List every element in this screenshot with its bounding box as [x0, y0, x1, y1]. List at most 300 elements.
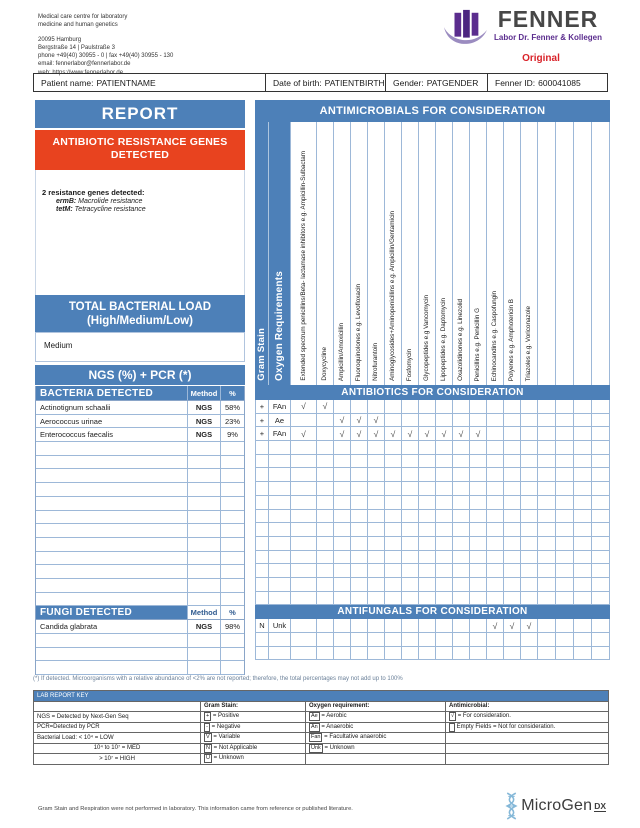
grid-cell	[290, 592, 316, 606]
oxygen-value	[268, 441, 290, 455]
grid-cell	[435, 551, 452, 565]
lab-contact-line: phone +49(40) 30955 - 0 | fax +49(40) 30955 - 130	[38, 53, 174, 60]
grid-cell	[520, 523, 537, 537]
antibiotic-column-header	[384, 122, 401, 385]
grid-cell	[503, 633, 520, 647]
check-mark: √	[401, 427, 418, 441]
grid-cell	[290, 414, 316, 428]
antibiotic-column-header	[290, 122, 316, 385]
oxygen-value: FAn	[268, 427, 290, 441]
microgendx-logo-text: MicroGen	[521, 797, 593, 814]
empty-row	[36, 469, 244, 483]
grid-cell	[591, 427, 609, 441]
grid-cell	[452, 647, 469, 661]
gram-stain-value	[255, 551, 268, 565]
fenner-id-value: 600041085	[538, 77, 581, 88]
organism-name	[36, 579, 188, 592]
grid-cell	[503, 564, 520, 578]
detection-method	[188, 483, 221, 496]
grid-cell	[486, 523, 503, 537]
grid-cell	[520, 592, 537, 606]
grid-cell	[591, 400, 609, 414]
grid-cell	[350, 592, 367, 606]
antifungals-consideration-bar: ANTIFUNGALS FOR CONSIDERATION	[255, 605, 610, 619]
grid-cell	[316, 414, 333, 428]
empty-column-header	[537, 122, 555, 385]
grid-cell	[418, 647, 435, 661]
key-row	[34, 722, 609, 733]
check-mark: √	[452, 427, 469, 441]
grid-cell	[435, 414, 452, 428]
grid-cell	[316, 468, 333, 482]
empty-row	[36, 648, 244, 662]
grid-cell	[333, 592, 350, 606]
gram-stain-value	[255, 468, 268, 482]
grid-cell	[573, 510, 591, 524]
organism-name	[36, 648, 188, 661]
organism-name	[36, 469, 188, 482]
organism-name: Candida glabrata	[36, 620, 188, 633]
grid-cell	[418, 400, 435, 414]
detection-method	[188, 497, 221, 510]
grid-cell	[591, 537, 609, 551]
key-symbol-box: U	[206, 755, 210, 762]
oxygen-value	[268, 578, 290, 592]
grid-cell	[555, 592, 573, 606]
key-header-blank	[34, 701, 201, 712]
grid-cell	[367, 523, 384, 537]
grid-cell	[290, 482, 316, 496]
grid-cell	[316, 496, 333, 510]
check-mark: √	[333, 427, 350, 441]
grid-cell	[333, 441, 350, 455]
percent-column-header: %	[229, 388, 236, 398]
antibiotic-column-header	[486, 122, 503, 385]
abundance-percent	[221, 661, 244, 674]
key-header-oxygen: Oxygen requirement:	[306, 701, 446, 712]
resistance-genes-header: ANTIBIOTIC RESISTANCE GENES DETECTED	[35, 130, 245, 170]
organism-row	[36, 620, 244, 634]
antibiotic-column-label: Lipopeptides e.g. Daptomycin	[440, 298, 448, 381]
grid-cell	[591, 441, 609, 455]
detection-method	[188, 552, 221, 565]
grid-cell	[316, 523, 333, 537]
grid-cell	[333, 564, 350, 578]
antibiotic-column-header	[503, 122, 520, 385]
empty-row	[36, 483, 244, 497]
grid-cell	[350, 564, 367, 578]
patient-name-value: PATIENTNAME	[96, 77, 156, 88]
organism-name	[36, 565, 188, 578]
organism-name	[36, 483, 188, 496]
grid-cell	[316, 592, 333, 606]
grid-cell	[452, 482, 469, 496]
grid-cell	[555, 510, 573, 524]
grid-cell	[469, 468, 486, 482]
grid-cell	[401, 578, 418, 592]
grid-cell	[573, 482, 591, 496]
detection-method	[188, 524, 221, 537]
antibiotic-column-header	[520, 122, 537, 385]
grid-cell	[573, 564, 591, 578]
grid-cell	[555, 414, 573, 428]
grid-cell	[316, 633, 333, 647]
gram-stain-value	[255, 441, 268, 455]
grid-cell	[503, 647, 520, 661]
grid-cell	[469, 564, 486, 578]
detection-method	[188, 511, 221, 524]
grid-cell	[401, 441, 418, 455]
antibiotic-column-header	[333, 122, 350, 385]
empty-row	[36, 511, 244, 525]
grid-cell	[316, 455, 333, 469]
antibiotic-column-header	[367, 122, 384, 385]
oxygen-value: Unk	[268, 619, 290, 633]
check-mark: √	[469, 427, 486, 441]
fenner-id-cell	[488, 74, 607, 91]
grid-cell	[401, 592, 418, 606]
detection-method: NGS	[188, 401, 221, 414]
grid-cell	[418, 619, 435, 633]
grid-cell	[503, 510, 520, 524]
empty-column-header	[591, 122, 609, 385]
grid-cell	[333, 510, 350, 524]
organism-name	[36, 538, 188, 551]
grid-cell	[503, 468, 520, 482]
gram-stain-value: +	[255, 427, 268, 441]
key-cell: > 10⁷ = HIGH	[34, 754, 201, 765]
grid-cell	[367, 400, 384, 414]
grid-cell	[537, 551, 555, 565]
antibiotic-column-label: Echinocandins e.g. Caspofungin	[491, 290, 499, 381]
grid-cell	[418, 482, 435, 496]
grid-cell	[555, 455, 573, 469]
grid-cell	[418, 551, 435, 565]
grid-cell	[591, 510, 609, 524]
gram-stain-value	[255, 633, 268, 647]
grid-cell	[503, 551, 520, 565]
oxygen-value: FAn	[268, 400, 290, 414]
grid-cell	[452, 592, 469, 606]
grid-cell	[435, 633, 452, 647]
empty-column-header	[555, 122, 573, 385]
grid-cell	[591, 647, 609, 661]
grid-cell	[418, 633, 435, 647]
grid-cell	[591, 523, 609, 537]
grid-cell	[503, 441, 520, 455]
oxygen-value	[268, 592, 290, 606]
empty-row	[36, 634, 244, 648]
grid-cell	[435, 647, 452, 661]
grid-cell	[469, 400, 486, 414]
grid-cell	[520, 482, 537, 496]
grid-cell	[418, 455, 435, 469]
grid-cell	[486, 578, 503, 592]
lab-report-key-headers	[34, 701, 609, 712]
detection-method	[188, 634, 221, 647]
grid-cell	[503, 496, 520, 510]
key-cell: Fan = Facultative anaerobic	[306, 733, 446, 744]
key-cell	[306, 754, 446, 765]
key-symbol-box: N	[206, 744, 210, 751]
gram-stain-value	[255, 647, 268, 661]
grid-cell	[418, 510, 435, 524]
grid-cell	[555, 468, 573, 482]
grid-cell	[573, 633, 591, 647]
key-cell: Ae = Aerobic	[306, 712, 446, 723]
grid-cell	[350, 468, 367, 482]
antibiotic-column-label: Penicillins e.g. Penicillin G	[474, 307, 482, 381]
gram-stain-value	[255, 482, 268, 496]
grid-cell	[591, 482, 609, 496]
abundance-percent	[221, 565, 244, 578]
fenner-logo-row	[440, 8, 602, 50]
check-mark: √	[520, 619, 537, 633]
antimicrobial-column-headers	[255, 122, 610, 385]
key-symbol-box	[449, 723, 455, 732]
grid-cell	[520, 496, 537, 510]
key-cell	[446, 754, 609, 765]
abundance-percent: 23%	[224, 416, 240, 426]
grid-cell	[555, 482, 573, 496]
grid-cell	[418, 578, 435, 592]
grid-cell	[520, 400, 537, 414]
grid-cell	[290, 496, 316, 510]
grid-cell	[573, 427, 591, 441]
grid-cell	[591, 633, 609, 647]
grid-cell	[367, 592, 384, 606]
grid-cell	[452, 523, 469, 537]
antibiotic-column-header	[316, 122, 333, 385]
resistance-gene-line: ermB: Macrolide resistance	[56, 198, 143, 205]
grid-cell	[573, 551, 591, 565]
grid-cell	[418, 414, 435, 428]
grid-cell	[452, 400, 469, 414]
key-cell	[446, 743, 609, 754]
grid-cell	[452, 414, 469, 428]
grid-cell	[486, 592, 503, 606]
grid-cell	[555, 496, 573, 510]
lab-report-key-title: LAB REPORT KEY	[34, 691, 609, 702]
grid-cell	[333, 551, 350, 565]
grid-cell	[290, 619, 316, 633]
grid-cell	[555, 578, 573, 592]
grid-cell	[573, 441, 591, 455]
grid-cell	[452, 619, 469, 633]
gene-name: ermB:	[56, 198, 77, 205]
fenner-id-label: Fenner ID:	[495, 77, 536, 88]
empty-grid-row	[255, 578, 609, 592]
key-symbol-box: Fan	[311, 734, 321, 741]
organism-name	[36, 661, 188, 674]
grid-cell	[350, 578, 367, 592]
abundance-percent	[221, 648, 244, 661]
grid-cell	[384, 468, 401, 482]
check-mark: √	[316, 400, 333, 414]
key-symbol-box: Ae	[311, 713, 318, 720]
grid-cell	[384, 510, 401, 524]
grid-cell	[333, 523, 350, 537]
grid-cell	[537, 400, 555, 414]
grid-cell	[350, 537, 367, 551]
oxygen-value	[268, 455, 290, 469]
grid-cell	[290, 537, 316, 551]
abundance-percent	[221, 524, 244, 537]
empty-grid-row	[255, 455, 609, 469]
grid-cell	[503, 400, 520, 414]
grid-cell	[537, 523, 555, 537]
grid-cell	[401, 647, 418, 661]
antibiotic-column-header	[452, 122, 469, 385]
oxygen-value	[268, 496, 290, 510]
key-cell: + = Positive	[201, 712, 306, 723]
antibiotic-column-label: Ampicillin/Amoxicillin	[338, 322, 346, 381]
grid-cell	[401, 564, 418, 578]
grid-cell	[555, 564, 573, 578]
empty-column-header	[573, 122, 591, 385]
grid-cell	[555, 619, 573, 633]
grid-cell	[555, 551, 573, 565]
antibiotic-column-label: Triazoles e.g. Voriconazole	[525, 305, 533, 381]
grid-cell	[469, 455, 486, 469]
oxygen-requirements-column-header	[268, 122, 290, 385]
grid-cell	[367, 578, 384, 592]
empty-grid-row	[255, 633, 609, 647]
abundance-percent	[221, 497, 244, 510]
grid-cell	[367, 551, 384, 565]
grid-cell	[503, 455, 520, 469]
grid-cell	[573, 455, 591, 469]
gram-stain-value: N	[255, 619, 268, 633]
organism-name	[36, 524, 188, 537]
grid-cell	[520, 414, 537, 428]
grid-cell	[486, 441, 503, 455]
abundance-footnote: (*) If detected. Microorganisms with a relative abundance of <2% are not reported; therefore, the total percentages may not add up to 100%	[33, 676, 403, 682]
antibiotic-column-label: Aminoglycosides+Aminopenicillins e.g. Ampicillin/Gentamicin	[389, 211, 397, 381]
grid-cell	[316, 647, 333, 661]
detection-method	[188, 538, 221, 551]
grid-cell	[591, 564, 609, 578]
grid-cell	[384, 564, 401, 578]
antimicrobials-title: ANTIMICROBIALS FOR CONSIDERATION	[255, 100, 610, 122]
gene-name: tetM:	[56, 206, 73, 213]
grid-cell	[469, 510, 486, 524]
grid-cell	[333, 400, 350, 414]
check-mark: √	[486, 619, 503, 633]
oxygen-value	[268, 523, 290, 537]
organism-name	[36, 552, 188, 565]
key-cell: V = Variable	[201, 733, 306, 744]
grid-cell	[435, 578, 452, 592]
organism-tables	[35, 386, 245, 675]
grid-cell	[333, 578, 350, 592]
oxygen-value	[268, 551, 290, 565]
grid-cell	[591, 551, 609, 565]
grid-cell	[520, 510, 537, 524]
empty-grid-row	[255, 647, 609, 661]
lab-contact-line: Bergstraße 14 | Paulstraße 3	[38, 45, 115, 52]
antibiotic-column-header	[401, 122, 418, 385]
organism-name: Actinotignum schaalii	[36, 401, 188, 414]
grid-cell	[555, 523, 573, 537]
grid-cell	[591, 578, 609, 592]
grid-cell	[401, 482, 418, 496]
key-symbol-box: V	[206, 734, 210, 741]
grid-cell	[469, 523, 486, 537]
grid-cell	[435, 564, 452, 578]
empty-grid-row	[255, 551, 609, 565]
antibiotic-column-header	[418, 122, 435, 385]
grid-cell	[316, 619, 333, 633]
grid-cell	[290, 647, 316, 661]
grid-cell	[520, 551, 537, 565]
abundance-percent	[221, 579, 244, 592]
grid-cell	[316, 441, 333, 455]
key-header-antimicrobial: Antimicrobial:	[446, 701, 609, 712]
grid-cell	[537, 537, 555, 551]
grid-cell	[435, 537, 452, 551]
grid-cell	[316, 551, 333, 565]
method-header: NGS (%) + PCR (*)	[35, 365, 245, 385]
microgendx-logo-suffix: DX	[594, 800, 606, 811]
antibiotic-column-label: Fosfomycin	[406, 348, 414, 381]
bacterial-load-value: Medium	[35, 332, 245, 362]
grid-cell	[469, 633, 486, 647]
oxygen-value	[268, 633, 290, 647]
grid-cell	[520, 455, 537, 469]
lab-address-block	[38, 13, 173, 77]
lab-contact-line: web: https://www.fennerlabor.de	[38, 69, 124, 76]
key-cell: √ = For consideration.	[446, 712, 609, 723]
grid-cell	[384, 400, 401, 414]
grid-cell	[555, 427, 573, 441]
grid-cell	[486, 551, 503, 565]
lab-contact-line: email: fennerlabor@fennerlabor.de	[38, 61, 131, 68]
antibiotic-column-header	[435, 122, 452, 385]
grid-cell	[503, 537, 520, 551]
empty-row	[36, 497, 244, 511]
grid-cell	[486, 482, 503, 496]
oxygen-value	[268, 468, 290, 482]
grid-cell	[418, 537, 435, 551]
antifungals-grid	[255, 619, 610, 660]
grid-cell	[418, 564, 435, 578]
detection-method	[188, 456, 221, 469]
grid-cell	[486, 537, 503, 551]
detection-method	[188, 469, 221, 482]
organism-grid-row	[255, 400, 609, 414]
gram-stain-value	[255, 537, 268, 551]
empty-row	[36, 456, 244, 470]
check-mark: √	[384, 427, 401, 441]
grid-cell	[367, 564, 384, 578]
spacer	[38, 29, 173, 36]
grid-cell	[350, 647, 367, 661]
grid-cell	[591, 619, 609, 633]
check-mark: √	[503, 619, 520, 633]
grid-cell	[401, 400, 418, 414]
grid-cell	[316, 482, 333, 496]
grid-cell	[452, 578, 469, 592]
key-cell: U = Unknown	[201, 754, 306, 765]
oxygen-value	[268, 482, 290, 496]
grid-cell	[591, 468, 609, 482]
grid-cell	[418, 441, 435, 455]
oxygen-value	[268, 537, 290, 551]
grid-cell	[333, 496, 350, 510]
grid-cell	[333, 482, 350, 496]
grid-cell	[452, 510, 469, 524]
